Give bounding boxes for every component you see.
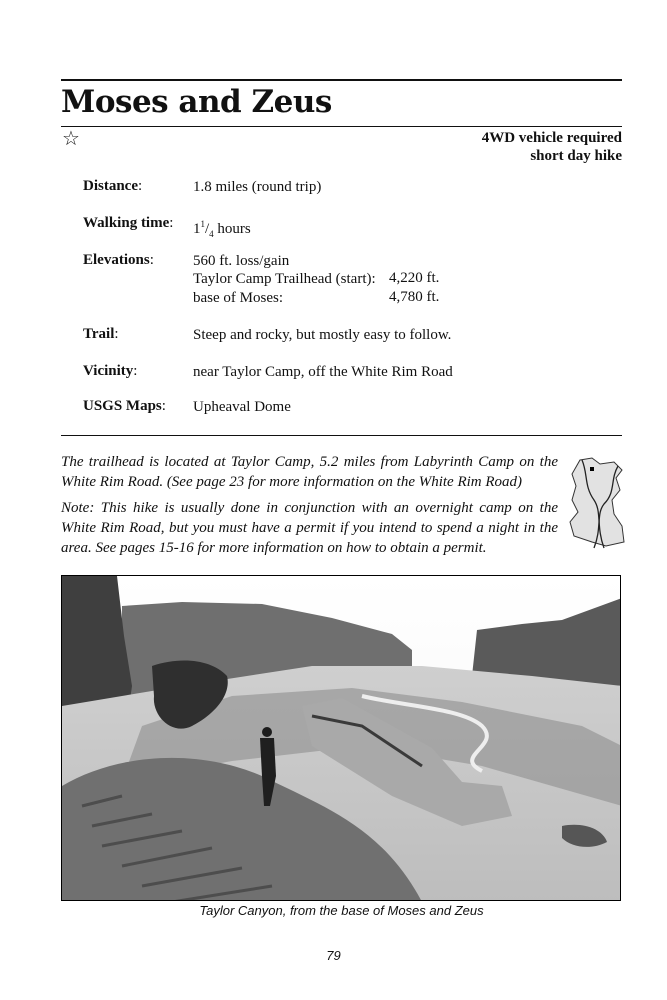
trail-label: Trail: — [83, 326, 119, 342]
page-number: 79 — [326, 948, 341, 963]
section-rule — [61, 435, 622, 436]
note-paragraph: Note: This hike is usually done in conjunction with an overnight camp on the White Rim Road, but you must have a permit if you intend to spend a night in the area. See pages 15-16 for more information on how to obtain a permit. — [61, 500, 558, 556]
elevation-moses-name: base of Moses: — [193, 290, 283, 306]
elevation-trailhead-name: Taylor Camp Trailhead (start): — [193, 271, 376, 287]
canyon-photo — [61, 575, 621, 901]
trailhead-paragraph: The trailhead is located at Taylor Camp, 5.2 miles from Labyrinth Camp on the White Rim Road. (See page 23 for more information on the White Rim Road) — [61, 454, 558, 490]
trail-value: Steep and rocky, but mostly easy to follow. — [193, 327, 452, 343]
canyon-photo-image — [62, 576, 621, 901]
elevation-moses-value: 4,780 ft. — [389, 289, 440, 305]
walking-time-label: Walking time: — [83, 215, 174, 231]
top-rule — [61, 79, 622, 81]
photo-caption: Taylor Canyon, from the base of Moses and Zeus — [199, 903, 484, 918]
elevations-label: Elevations: — [83, 252, 154, 268]
requirements — [482, 129, 622, 165]
requirement-vehicle: 4WD vehicle required — [481, 130, 622, 146]
usgs-label: USGS Maps: — [83, 398, 166, 414]
distance-label: Distance: — [83, 178, 143, 194]
walking-time-value: $1^1/_4$ hours — [193, 219, 251, 239]
elevation-trailhead-value: 4,220 ft. — [389, 270, 440, 286]
locator-map-icon — [566, 456, 626, 552]
star-outline-icon: ☆ — [62, 126, 80, 150]
requirement-hike: short day hike — [530, 148, 622, 164]
page-title: Moses and Zeus — [61, 84, 332, 120]
distance-value: 1.8 miles (round trip) — [193, 179, 322, 195]
title-underline — [61, 126, 622, 127]
vicinity-value: near Taylor Camp, off the White Rim Road — [193, 364, 453, 380]
vicinity-label: Vicinity: — [83, 363, 138, 379]
usgs-value: Upheaval Dome — [193, 399, 291, 415]
elevations-loss: 560 ft. loss/gain — [193, 253, 290, 269]
